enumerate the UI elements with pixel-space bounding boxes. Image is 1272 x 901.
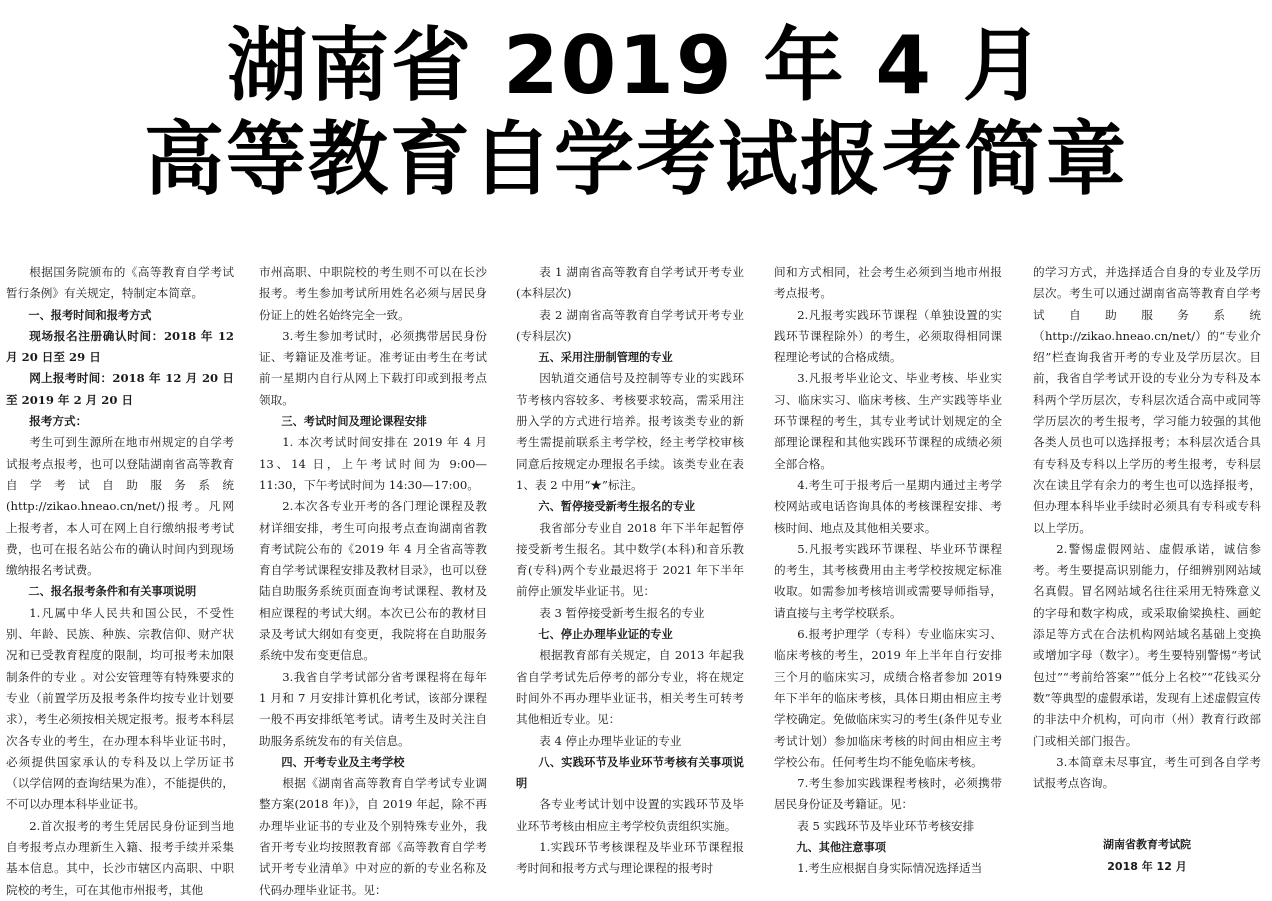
section-heading: 二、报名报考条件和有关事项说明 [28,585,197,599]
body-paragraph: 考生可到生源所在地市州规定的自学考试报考点报考，也可以登陆湖南省高等教育自学考试自助服务系统(http://zikao.hneao.cn/net/)报考。凡网上报考者，本人可在网上自行缴纳报考考试费，也可在报名站公布的确认时间内到现场缴纳报名考试费。 [6,435,234,578]
body-paragraph: 2.凡报考实践环节课程（单独设置的实践环节课程除外）的考生，必须取得相同课程理论考试的合格成绩。 [774,307,1002,365]
signature-spacer [1033,794,1261,834]
body-paragraph: 3.我省自学考试部分省考课程将在每年 1 月和 7 月安排计算机化考试，该部分课程一般不再安排纸笔考试。请考生及时关注自助服务系统发布的有关信息。 [259,669,487,748]
section-heading: 一、报考时间和报考方式 [28,308,152,322]
body-paragraph: 1. 本次考试时间安排在 2019 年 4 月 13、14 日，上午考试时间为 9:00—11:30，下午考试时间为 14:30—17:00。 [259,435,487,492]
section-heading: 九、其他注意事项 [796,841,886,855]
article-column-5 [1033,262,1261,873]
body-paragraph: 7.考生参加实践课程考核时，必须携带居民身份证及考籍证。见： [774,776,1002,812]
issuer-name: 湖南省教育考试院 [1103,838,1191,852]
section-heading: 六、暂停接受新考生报名的专业 [538,500,696,514]
body-paragraph: 1.实践环节考核课程及毕业环节课程报考时间和报考方式与理论课程的报考时 [516,840,744,876]
body-paragraph: 6.报考护理学（专科）专业临床实习、临床考核的考生，2019 年上半年自行安排三个月的临床实习，成绩合格者参加 2019 年下半年的临床考核，具体日期由相应主考学校确定。免做临床实习的考生(条件见专业考试计划）参加临床考核的时间由相应主考学校公布。任何考生均不能免临床考核。 [774,627,1002,769]
body-paragraph: 表 4 停止办理毕业证的专业 [539,733,682,748]
body-paragraph: 的学习方式，并选择适合自身的专业及学历层次。考生可以通过湖南省高等教育自学考试自助服务系统（http://zikao.hneao.cn/net/）的“专业介绍”栏查询我省开考的专业及学历层次。目前，我省自学考试开设的专业分为专科及本科两个学历层次，专科层次适合高中或同等学历层次的考生报考，学习能力较强的其他各类人员也可以选择报考；本科层次适合具有专科及专科以上学历的考生报考，专科层次在读且学有余力的考生也可以选择报考，但办理本科毕业手续时必须具有专科或专科以上学历。 [1033,265,1261,535]
section-heading: 四、开考专业及主考学校 [281,755,405,769]
body-paragraph: 5.凡报考实践环节课程、毕业环节课程的考生，其考核费用由主考学校按规定标准收取。如需参加考核培训或需要导师指导，请直接与主考学校联系。 [774,541,1002,620]
body-paragraph: 2.警惕虚假网站、虚假承诺，诚信参考。考生要提高识别能力，仔细辨别网站域名真假。冒名网站域名往往采用无特殊意义的字母和数字构成，或采取偷梁换柱、画蛇添足等方式在合法机构网站域名基础上变换或增加字母（数字）。考生要特别警惕“考试包过”“考前给答案”“低分上名校”“花钱买分数”等典型的虚假承诺，发现有上述虚假宣传的非法中介机构，可向市（州）教育行政部门或相关部门报告。 [1033,541,1261,748]
article-column-1 [6,262,234,897]
article-column-4 [774,262,1002,876]
section-heading: 八、实践环节及毕业环节考核有关事项说明 [516,755,744,791]
body-paragraph: 表 3 暂停接受新考生报名的专业 [539,605,705,620]
body-paragraph: 现场报名注册确认时间：2018 年 12 月 20 日至 29 日 [6,328,234,365]
section-heading: 三、考试时间及理论课程安排 [281,415,427,429]
body-paragraph: 4.考生可于报考后一星期内通过主考学校网站或电话咨询具体的考核课程安排、考核时间、地点及其他相关要求。 [774,477,1002,535]
body-paragraph: 1.考生应根据自身实际情况选择适当 [797,861,983,876]
article-column-3 [516,262,744,876]
section-heading: 七、停止办理毕业证的专业 [538,628,673,642]
body-paragraph: 1.凡属中华人民共和国公民，不受性别、年龄、民族、种族、宗教信仰、财产状况和已受教育程度的限制，均可报考未加限制条件的专业 。对公安管理等有特殊要求的专业（前置学历及报考条件均按专业计划要求），考生必须按相关规定报考。报考本科层次各专业的考生，在办理本科毕业证书时，必须提供国家承认的专科及以上学历证书（以学信网的查询结果为准），不能提供的，不可以办理本科毕业证书。 [6,605,234,812]
body-paragraph: 3.考生参加考试时，必须携带居民身份证、考籍证及准考证。准考证由考生在考试前一星期内自行从网上下载打印或到报考点领取。 [259,328,487,407]
body-paragraph: 3.本简章未尽事宜，考生可到各自学考试报考点咨询。 [1033,754,1261,791]
section-heading: 五、采用注册制管理的专业 [538,351,673,365]
body-paragraph: 根据《湖南省高等教育自学考试专业调整方案(2018 年)》，自 2019 年起，除不再办理毕业证书的专业及个别特殊专业外，我省开考专业均按照教育部《高等教育自学考试开考专业清单》中对应的新的专业名称及代码办理毕业证书。见： [259,776,487,897]
body-paragraph: 表 1 湖南省高等教育自学考试开考专业(本科层次) [516,265,744,301]
page-title-line-1: 湖南省 2019 年 4 月 [227,19,1045,112]
page-title-line-2: 高等教育自学考试报考简章 [144,113,1128,206]
body-paragraph: 根据国务院颁布的《高等教育自学考试暂行条例》有关规定，特制定本简章。 [6,265,234,301]
body-paragraph: 2.首次报考的考生凭居民身份证到当地自考报考点办理新生入籍、报考手续并采集基本信息。其中，长沙市辖区内高职、中职院校的考生，可在其他市州报考，其他 [6,818,234,897]
body-paragraph: 我省部分专业自 2018 年下半年起暂停接受新考生报名。其中数学(本科)和音乐教育(专科)两个专业最迟将于 2021 年下半年前停止颁发毕业证书。见： [516,520,744,599]
body-paragraph: 报考方式： [29,414,88,429]
body-paragraph: 表 5 实践环节及毕业环节考核安排 [797,818,975,833]
issue-date: 2018 年 12 月 [1107,859,1187,873]
article-column-2 [259,262,487,897]
body-paragraph: 网上报考时间：2018 年 12 月 20 日至 2019 年 2 月 20 日 [6,371,234,407]
body-paragraph: 间和方式相同，社会考生必须到当地市州报考点报考。 [774,265,1002,301]
body-paragraph: 3.凡报考毕业论文、毕业考核、毕业实习、临床实习、临床考核、生产实践等毕业环节课程的考生，其专业考试计划规定的全部理论课程和其他实践环节课程的成绩必须全部合格。 [774,371,1002,471]
body-paragraph: 各专业考试计划中设置的实践环节及毕业环节考核由相应主考学校负责组织实施。 [516,797,744,833]
body-paragraph: 因轨道交通信号及控制等专业的实践环节考核内容较多、考核要求较高，需采用注册入学的方式进行培养。报考该类专业的新考生需提前联系主考学校，经主考学校审核同意后按规定办理报名手续。该类专业在表 1、表 2 中用“★”标注。 [516,371,744,492]
body-paragraph: 2.本次各专业开考的各门理论课程及教材详细安排，考生可向报考点查询湖南省教育考试院公布的《2019 年 4 月全省高等教育自学考试课程安排及教材目录》，也可以登陆自助服务系统页面查询考试课程、教材及相应课程的考试大纲。本次已公布的教材目录及考试大纲如有变更，我院将在自助服务系统中发布变更信息。 [259,499,487,663]
body-paragraph: 市州高职、中职院校的考生则不可以在长沙报考。考生参加考试所用姓名必须与居民身份证上的姓名始终完全一致。 [259,265,487,322]
body-paragraph: 根据教育部有关规定，自 2013 年起我省自学考试先后停考的部分专业，将在规定时间外不再办理毕业证书，相关考生可转考其他相近专业。见： [516,648,744,727]
body-paragraph: 表 2 湖南省高等教育自学考试开考专业(专科层次) [516,307,744,343]
